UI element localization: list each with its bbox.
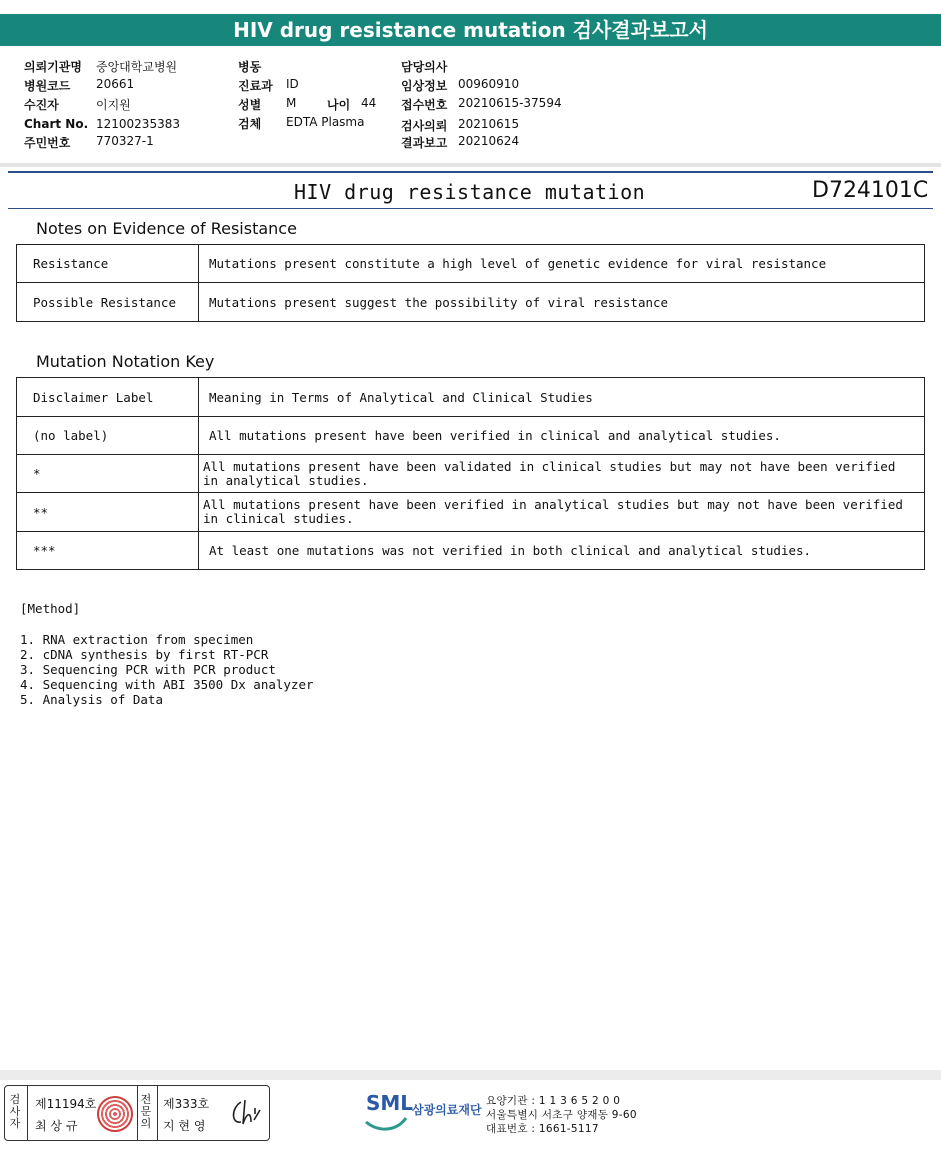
phone: 대표번호 : 1661-5117 [486,1123,599,1135]
method-step: 2. cDNA synthesis by first RT-PCR [20,647,269,662]
key-label: * [17,455,199,493]
header-divider [0,163,941,167]
key-text: All mutations present have been validated in clinical studies but may not have been verified in analytical studies. [199,455,925,493]
label-clinical-info: 임상정보 [401,79,448,93]
signature-icon [227,1094,263,1130]
value-result-report: 20210624 [458,134,520,148]
divider [157,1086,158,1140]
value-department: ID [286,77,299,91]
org-name: 삼광의료재단 [412,1103,482,1117]
key-table [16,377,925,570]
sign2-name: 지 현 영 [163,1119,206,1133]
value-receipt-no: 20210615-37594 [458,96,562,110]
sign1-role: 검사자 [9,1093,21,1130]
notes-text-possible: Mutations present suggest the possibility of viral resistance [199,283,925,322]
sign2-role: 전문의 [140,1093,152,1130]
test-code: D724101C [812,178,929,203]
label-hospital-code: 병원코드 [24,79,71,93]
key-section-title: Mutation Notation Key [36,352,215,371]
key-label: ** [17,493,199,532]
table-row [17,283,925,322]
table-row [17,417,925,455]
label-specimen: 검체 [238,117,262,131]
method-list [20,632,314,707]
table-row [17,245,925,283]
label-resident-no: 주민번호 [24,136,71,150]
label-requesting-institution: 의뢰기관명 [24,60,82,74]
label-doctor: 담당의사 [401,60,448,74]
key-label: *** [17,532,199,570]
divider [137,1086,138,1140]
sign2-license-no: 제333호 [163,1097,210,1111]
value-resident-no: 770327-1 [96,134,154,148]
sml-logo-text: SML [366,1091,414,1115]
key-label: Disclaimer Label [17,378,199,417]
value-requesting-institution: 중앙대학교병원 [96,60,178,74]
value-age: 44 [361,96,377,110]
address: 서울특별시 서초구 양재동 9-60 [486,1109,637,1121]
key-text: At least one mutations was not verified in both clinical and analytical studies. [199,532,925,570]
method-step: 4. Sequencing with ABI 3500 Dx analyzer [20,677,314,692]
label-result-report: 결과보고 [401,136,448,150]
notes-table [16,244,925,322]
table-row [17,378,925,417]
notes-label-resistance: Resistance [17,245,199,283]
table-row [17,455,925,493]
divider [27,1086,28,1140]
label-test-request: 검사의뢰 [401,119,448,133]
value-sex: M [286,96,297,110]
table-row [17,493,925,532]
value-patient: 이지원 [96,98,131,112]
notes-label-possible: Possible Resistance [17,283,199,322]
test-title: HIV drug resistance mutation [294,180,646,204]
footer-divider [0,1070,941,1080]
report-title-bar: HIV drug resistance mutation 검사결과보고서 [0,14,941,46]
value-specimen: EDTA Plasma [286,115,365,129]
method-step: 1. RNA extraction from specimen [20,632,254,647]
notes-section-title: Notes on Evidence of Resistance [36,219,297,238]
value-clinical-info: 00960910 [458,77,520,91]
title-rule-top [8,171,933,173]
value-chart-no: 12100235383 [96,117,180,131]
method-step: 5. Analysis of Data [20,692,163,707]
seal-stamp-icon [97,1096,133,1132]
key-text: All mutations present have been verified in analytical studies but may not have been verified in clinical studies. [199,493,925,532]
table-row [17,532,925,570]
label-department: 진료과 [238,79,273,93]
value-test-request: 20210615 [458,117,520,131]
value-hospital-code: 20661 [96,77,135,91]
key-text: All mutations present have been verified in clinical and analytical studies. [199,417,925,455]
label-chart-no: Chart No. [24,117,89,131]
key-text: Meaning in Terms of Analytical and Clinical Studies [199,378,925,417]
sign1-name: 최 상 규 [35,1119,78,1133]
institution-code: 요양기관 : 1 1 3 6 5 2 0 0 [486,1095,621,1107]
label-receipt-no: 접수번호 [401,98,448,112]
method-step: 3. Sequencing PCR with PCR product [20,662,276,677]
label-sex: 성별 [238,98,262,112]
label-age: 나이 [327,98,351,112]
method-title: [Method] [20,601,81,616]
patient-info-panel [0,56,941,156]
notes-text-resistance: Mutations present constitute a high level of genetic evidence for viral resistance [199,245,925,283]
sign1-license-no: 제11194호 [35,1097,97,1111]
label-patient: 수진자 [24,98,59,112]
title-rule-bottom [8,208,933,209]
label-ward: 병동 [238,60,262,74]
signature-box [4,1085,270,1141]
key-label: (no label) [17,417,199,455]
